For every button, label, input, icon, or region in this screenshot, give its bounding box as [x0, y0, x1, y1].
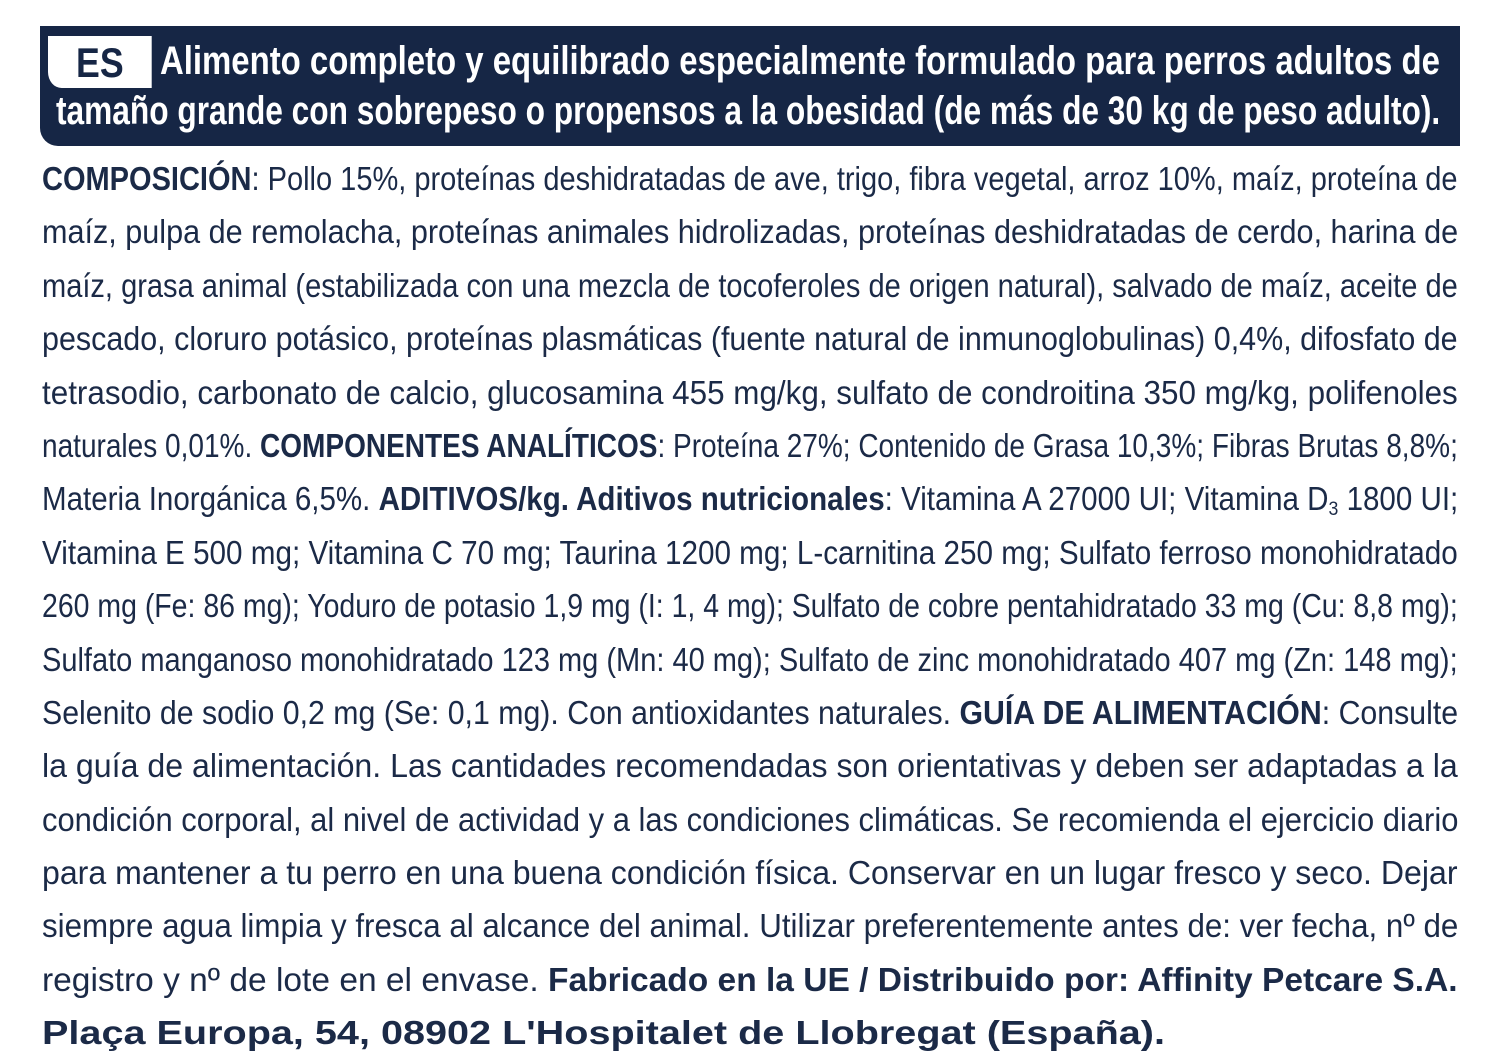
text-line	[42, 1006, 1458, 1059]
section-heading-guia-alimentacion: GUÍA DE ALIMENTACIÓN	[959, 693, 1322, 731]
text-fragment: para mantener a tu perro en una buena condición física. Conservar en un lugar fresco y seco. Dejar	[42, 854, 1458, 892]
label-body-text	[42, 152, 1458, 1060]
text-fragment: maíz, grasa animal (estabilizada con una mezcla de tocoferoles de origen natural), salvado de maíz, aceite de	[42, 266, 1458, 304]
manufacturer-info: Fabricado en la UE / Distribuido por: Affinity Petcare S.A.	[548, 960, 1458, 998]
manufacturer-address: Plaça Europa, 54, 08902 L'Hospitalet de Llobregat (España).	[42, 1014, 1165, 1052]
text-line	[42, 472, 1458, 525]
text-fragment: tetrasodio, carbonato de calcio, glucosamina 455 mg/kg, sulfato de condroitina 350 mg/kg, polifenoles	[42, 373, 1458, 411]
section-heading-componentes-analiticos: COMPONENTES ANALÍTICOS	[260, 426, 658, 464]
section-heading-aditivos: ADITIVOS/kg. Aditivos nutricionales	[378, 480, 885, 518]
text-line	[42, 739, 1458, 792]
text-fragment: 260 mg (Fe: 86 mg); Yoduro de potasio 1,9 mg (I: 1, 4 mg); Sulfato de cobre pentahidratado 33 mg (Cu: 8,8 mg);	[42, 587, 1458, 625]
text-line	[42, 899, 1458, 952]
text-fragment: condición corporal, al nivel de actividad y a las condiciones climáticas. Se recomienda el ejercicio diario	[42, 800, 1459, 838]
text-line	[42, 633, 1458, 686]
header-title-line-1: Alimento completo y equilibrado especialmente formulado para perros adultos de	[160, 39, 1440, 83]
text-fragment: Materia Inorgánica 6,5%.	[42, 480, 379, 518]
section-heading-composicion: COMPOSICIÓN	[42, 160, 252, 197]
text-fragment: Selenito de sodio 0,2 mg (Se: 0,1 mg). Con antioxidantes naturales.	[42, 693, 960, 731]
header-banner	[40, 26, 1460, 146]
text-fragment: Sulfato manganoso monohidratado 123 mg (Mn: 40 mg); Sulfato de zinc monohidratado 407 mg (Zn: 148 mg);	[42, 640, 1458, 678]
text-line	[42, 419, 1458, 472]
text-line	[42, 259, 1458, 312]
text-fragment: : Vitamina A 27000 UI; Vitamina D	[884, 480, 1329, 518]
text-fragment: naturales 0,01%.	[42, 426, 261, 464]
text-fragment: siempre agua limpia y fresca al alcance del animal. Utilizar preferentemente antes de: ver fecha, nº de	[42, 907, 1459, 945]
text-line	[42, 579, 1458, 632]
text-line	[42, 686, 1458, 739]
text-fragment: 1800 UI;	[1338, 480, 1459, 518]
text-line	[42, 846, 1458, 899]
text-fragment: pescado, cloruro potásico, proteínas plasmáticas (fuente natural de inmunoglobulinas) 0,4%, difosfato de	[42, 320, 1458, 358]
text-fragment: Vitamina E 500 mg; Vitamina C 70 mg; Taurina 1200 mg; L-carnitina 250 mg; Sulfato ferroso monohidratado	[42, 533, 1458, 571]
text-line	[42, 953, 1458, 1006]
text-line	[42, 526, 1458, 579]
text-line	[42, 312, 1458, 365]
text-line	[42, 205, 1458, 258]
text-line	[42, 152, 1458, 205]
text-line	[42, 366, 1458, 419]
header-title-line-2: tamaño grande con sobrepeso o propensos a la obesidad (de más de 30 kg de peso adulto).	[56, 89, 1441, 133]
text-line	[42, 793, 1458, 846]
text-fragment: la guía de alimentación. Las cantidades recomendadas son orientativas y deben ser adaptadas a la	[42, 747, 1458, 785]
text-fragment: : Proteína 27%; Contenido de Grasa 10,3%; Fibras Brutas 8,8%;	[657, 426, 1458, 464]
subscript: 3	[1328, 498, 1339, 521]
text-fragment: maíz, pulpa de remolacha, proteínas animales hidrolizadas, proteínas deshidratadas de cerdo, harina de	[42, 213, 1459, 251]
text-fragment: registro y nº de lote en el envase.	[42, 960, 549, 998]
language-badge: ES	[48, 36, 152, 88]
text-fragment: : Consulte	[1321, 693, 1459, 731]
text-fragment: : Pollo 15%, proteínas deshidratadas de ave, trigo, fibra vegetal, arroz 10%, maíz, proteína de	[251, 160, 1458, 197]
